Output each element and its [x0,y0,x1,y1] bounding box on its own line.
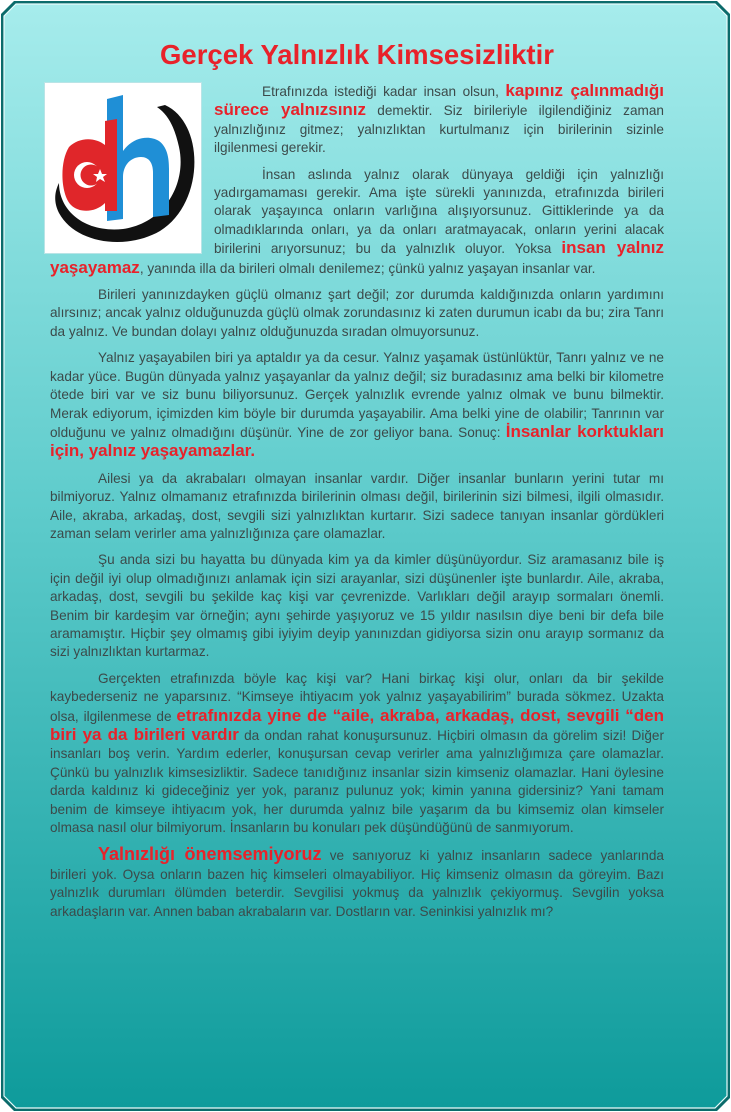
paragraph-text: İnsan aslında yalnız olarak dünyaya geldiği için yalnızlığı yadırgamaması gerekir. Ama işte sürekli yanınızda, etrafınızda birileri olarak yaşayınca onların varlığına alışıyorsunuz. Gittiklerinde ya da olmadıklarında onları, ya da onları aratmayacak, onların yerini alacak birilerini arıyorsunuz; bu da yalnızlık oluyor. Yoksa [214,166,664,257]
paragraph-text: Gerçekten etrafınızda böyle kaç kişi var? Hani birkaç kişi olur, onları da bir şekilde kaybederseniz ne yaparsınız. “Kimseye ihtiyacım yok yalnız yaşayabilirim” burada sökmez. Uzakta olsa, ilgilenmese de [50,670,664,724]
paragraph-text: ve sanıyoruz ki yalnız insanların sadece yanlarında birileri yok. Oysa onların bazen hiç kimseleri olmayabiliyor. Hiç kimseniz olmasın da göreyim. Bazı yalnızlık durumları ölümden beterdir. Sevgilisi yokmuş da yalnızlık çekiyormuş. Sevgilin yoksa arkadaşların var. Annen baban akrabaların var. Dostların var. Seninkisi yalnızlık mı? [50,848,664,919]
highlighted-text: insan yalnız yaşayamaz [50,238,664,277]
page-title: Gerçek Yalnızlık Kimsesizliktir [160,39,554,70]
highlighted-text: etrafınızda yine de “aile, akraba, arkadaş, dost, sevgili “den biri ya da birileri vardır [50,705,664,744]
paragraph [50,551,664,661]
dh-logo [44,82,202,254]
paragraph [50,470,664,544]
paragraph [50,286,664,341]
paragraph [50,670,664,838]
paragraph [50,349,664,461]
paragraph-text: Birileri yanınızdayken güçlü olmanız şart değil; zor durumda kaldığınızda onların yardımını alırsınız; ancak yalnız olduğunuzda güçlü olmak zorundasınız ki zaten durumun icabı da bu; zira Tanrı da yalnız. Ve bundan dolayı yalnız olduğunuzda sıradan olmuyorsunuz. [50,287,664,339]
paragraph-text: da ondan rahat konuşursunuz. Hiçbiri olmasın da görelim sizi! Diğer insanları boş verin. Yardım ederler, konuşursan cevap verirler ama yalnızlığımıza çare olamazlar. Çünkü bu yalnızlık kimsesizliktir. Sadece tanıdığınız insanlar sizin kimseniz olamazlar. Hani öylesine darda kaldınız ki gideceğiniz yer yok, paranız pulunuz yok; kimin yanına gidersiniz? Yani tamam benim de kimseye ihtiyacım yok, her durumda yalnız bile yaşarım da bu kimsemiz olan kimseler olmasa nasıl olur bilmiyorum. İnsanların bu konuları pek düşündüğünü de sanmıyorum. [50,728,664,836]
highlighted-text: Yalnızlığı önemsemiyoruz [98,844,322,865]
paragraph-text: demektir. Siz birileriyle ilgilendiğiniz zaman yalnızlığınız gitmez; yalnızlıktan kurtulmanız için birilerinin sizinle ilgilenmesi gerekir. [214,103,664,156]
article [50,38,664,929]
paragraph-text: Etrafınızda istediği kadar insan olsun, [262,84,506,99]
paragraph-text: Ailesi ya da akrabaları olmayan insanlar vardır. Diğer insanlar bunların yerini tutar mı bilmiyoruz. Yalnız olmamanız etrafınızda birilerinin olması değil, birilerinin sizi bilmesi, ilgili olmasıdır. Aile, akraba, arkadaş, dost, sevgili sizi yalnızlıktan kurtarır. Sizi sadece tanıyan insanlar gördükleri zaman selam verirler ama yalnızlığınıza çare olamazlar. [50,470,664,541]
paragraph-text: , yanında illa da birileri olmalı denilemez; çünkü yalnız yaşayan insanlar var. [139,260,596,276]
paragraph-text: Şu anda sizi bu hayatta bu dünyada kim ya da kimler düşünüyordur. Siz aramasanız bile iş için değil iyi olup olmadığınızı anlamak için sizi arayanlar, sizi düşünenler işte bunlardır. Aile, akraba, arkadaş, dost, sevgili bu şekilde kaç kişi var çevrenizde. Varlıkları değil arayıp sormaları önemli. Benim bir kardeşim var örneğin; aynı şehirde yaşıyoruz ve 15 yıldır nasılsın diye beni bir defa bile aramamıştır. Hiçbir şey olmamış gibi iyiyim deyip yanınızdan gidiyorsa sizin onu arayıp sormanız da sizi yalnızlıktan kurtarmaz. [50,552,664,660]
paragraph-text: Yalnız yaşayabilen biri ya aptaldır ya da cesur. Yalnız yaşamak üstünlüktür, Tanrı yalnız ve ne kadar yüce. Bugün dünyada yalnız yaşayanlar da yalnız değil; siz buradasınız ama belki bir kilometre ötede biri var ve siz bunu biliyorsunuz. Gerçek yalnızlık evrende yalnız olmak ve bunu bilmektir. Merak ediyorum, içimizden kim böyle bir durumda yaşayabilir. Ama belki yine de olabilir; Tanrının var olduğunu ve yalnız olmadığını düşünür. Yine de zor geliyor bana. Sonuç: [50,350,664,440]
dh-logo-icon [45,83,201,253]
paragraph [50,845,664,921]
highlighted-text: İnsanlar korktukları için, yalnız yaşayamazlar. [50,421,665,461]
highlighted-text: kapınız çalınmadığı sürece yalnızsınız [214,81,664,120]
